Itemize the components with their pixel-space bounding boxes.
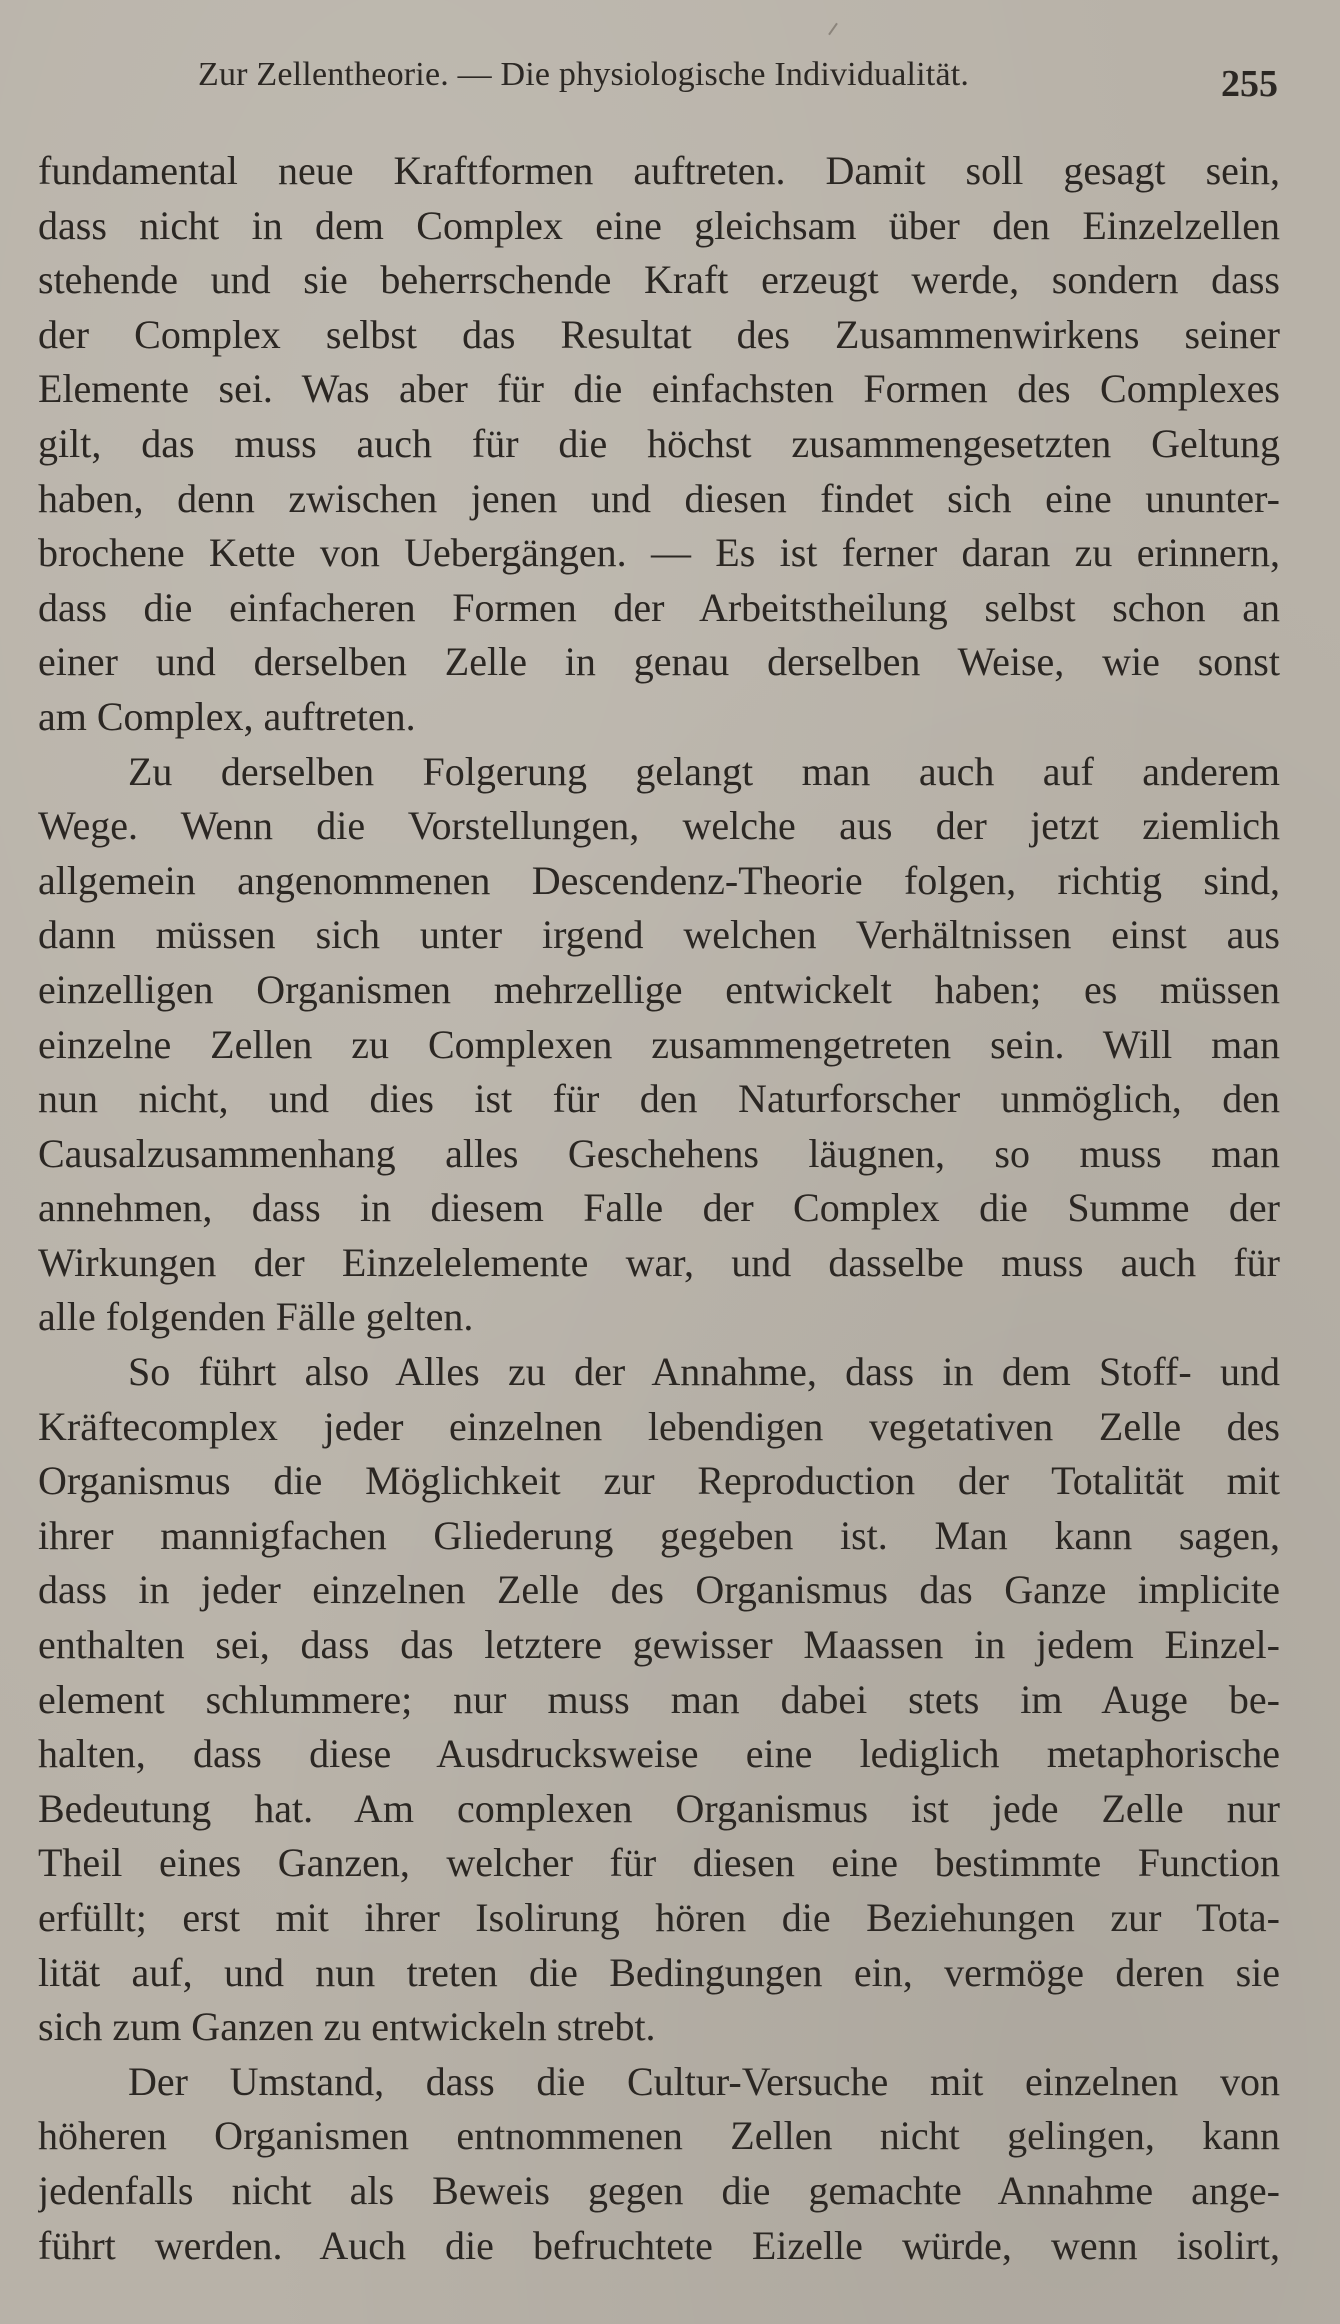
text-line: dass in jeder einzelnen Zelle des Organismus das Ganze implicite xyxy=(38,1567,1280,1613)
text-line: annehmen, dass in diesem Falle der Complex die Summe der xyxy=(38,1185,1280,1231)
text-line: am Complex, auftreten. xyxy=(38,693,416,739)
text-line: Causalzusammenhang alles Geschehens läugnen, so muss man xyxy=(38,1130,1280,1176)
text-line: führt werden. Auch die befruchtete Eizelle würde, wenn isolirt, xyxy=(38,2222,1280,2268)
text-line: der Complex selbst das Resultat des Zusammenwirkens seiner xyxy=(38,311,1280,357)
text-line: dann müssen sich unter irgend welchen Verhältnissen einst aus xyxy=(38,912,1280,958)
text-line: fundamental neue Kraftformen auftreten. Damit soll gesagt sein, xyxy=(38,148,1280,193)
text-line: enthalten sei, dass das letztere gewisser Maassen in jedem Einzel- xyxy=(38,1622,1280,1668)
text-line: einer und derselben Zelle in genau derselben Weise, wie sonst xyxy=(38,639,1280,685)
text-line: haben, denn zwischen jenen und diesen findet sich eine ununter- xyxy=(38,475,1280,521)
text-line: jedenfalls nicht als Beweis gegen die gemachte Annahme ange- xyxy=(38,2167,1280,2213)
text-line: brochene Kette von Uebergängen. — Es ist ferner daran zu erinnern, xyxy=(38,530,1280,576)
paragraph xyxy=(38,144,1280,745)
text-line: Bedeutung hat. Am complexen Organismus ist jede Zelle nur xyxy=(38,1785,1280,1831)
text-line: Elemente sei. Was aber für die einfachsten Formen des Complexes xyxy=(38,366,1280,412)
text-line: Kräftecomplex jeder einzelnen lebendigen vegetativen Zelle des xyxy=(38,1403,1280,1449)
text-line: höheren Organismen entnommenen Zellen nicht gelingen, kann xyxy=(38,2113,1280,2159)
text-line: Zu derselben Folgerung gelangt man auch auf anderem xyxy=(128,748,1280,794)
paragraph xyxy=(38,1345,1280,2055)
text-line: dass nicht in dem Complex eine gleichsam über den Einzelzellen xyxy=(38,202,1280,248)
text-line: einzelligen Organismen mehrzellige entwickelt haben; es müssen xyxy=(38,966,1280,1012)
text-line: erfüllt; erst mit ihrer Isolirung hören die Beziehungen zur Tota- xyxy=(38,1895,1280,1940)
text-line: So führt also Alles zu der Annahme, dass in dem Stoff- und xyxy=(128,1349,1280,1395)
text-line: sich zum Ganzen zu entwickeln strebt. xyxy=(38,2004,656,2050)
text-line: lität auf, und nun treten die Bedingungen ein, vermöge deren sie xyxy=(38,1949,1280,1995)
text-line: stehende und sie beherrschende Kraft erzeugt werde, sondern dass xyxy=(38,257,1280,303)
text-line: dass die einfacheren Formen der Arbeitstheilung selbst schon an xyxy=(38,584,1280,630)
text-line: halten, dass diese Ausdrucksweise eine lediglich metaphorische xyxy=(38,1731,1280,1777)
text-line: Der Umstand, dass die Cultur-Versuche mit einzelnen von xyxy=(128,2058,1280,2104)
running-title: Zur Zellentheorie. — Die physiologische Individualität. xyxy=(198,56,970,93)
text-line: allgemein angenommenen Descendenz-Theorie folgen, richtig sind, xyxy=(38,857,1280,903)
running-head xyxy=(198,56,1278,116)
text-line: Wege. Wenn die Vorstellungen, welche aus der jetzt ziemlich xyxy=(38,803,1280,849)
text-line: einzelne Zellen zu Complexen zusammengetreten sein. Will man xyxy=(38,1021,1280,1067)
paragraph xyxy=(38,2055,1280,2273)
text-line: Organismus die Möglichkeit zur Reproduction der Totalität mit xyxy=(38,1458,1280,1504)
text-line: alle folgenden Fälle gelten. xyxy=(38,1294,474,1340)
text-line: Wirkungen der Einzelelemente war, und dasselbe muss auch für xyxy=(38,1239,1280,1285)
pencil-mark xyxy=(828,23,838,36)
text-line: nun nicht, und dies ist für den Naturforscher unmöglich, den xyxy=(38,1076,1280,1122)
page-number: 255 xyxy=(1221,63,1278,105)
text-line: ihrer mannigfachen Gliederung gegeben ist. Man kann sagen, xyxy=(38,1512,1280,1558)
paragraph xyxy=(38,745,1280,1346)
text-line: element schlummere; nur muss man dabei stets im Auge be- xyxy=(38,1676,1280,1722)
body-text xyxy=(38,144,1280,2273)
text-line: Theil eines Ganzen, welcher für diesen eine bestimmte Function xyxy=(38,1840,1280,1886)
text-line: gilt, das muss auch für die höchst zusammengesetzten Geltung xyxy=(38,420,1280,466)
